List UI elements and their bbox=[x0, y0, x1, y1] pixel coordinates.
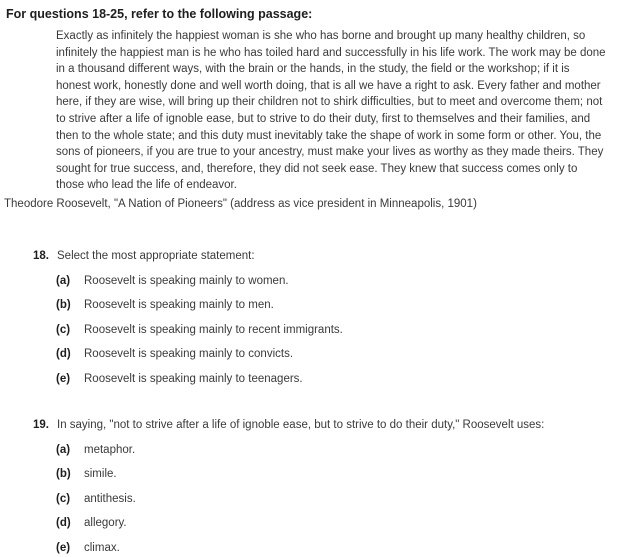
passage-line: sons of pioneers, if you are true to your ancestry, must make your lives as worthy as they made theirs. They bbox=[56, 146, 604, 159]
question-header bbox=[33, 417, 631, 433]
option-text: antithesis. bbox=[84, 492, 136, 505]
answer-option bbox=[56, 491, 631, 507]
question-text: In saying, "not to strive after a life of ignoble ease, but to strive to do their duty," Roosevelt uses: bbox=[57, 419, 545, 431]
option-letter: (a) bbox=[56, 274, 71, 287]
question-block bbox=[33, 417, 631, 556]
passage-text bbox=[56, 28, 634, 194]
option-text: simile. bbox=[84, 468, 117, 480]
passage-line: Exactly as infinitely the happiest woman is she who has borne and brought up many healthy children, so bbox=[56, 30, 586, 42]
passage-line: to strive after a life of ignoble ease, but to strive to do their duty, first to themselves and their families, and bbox=[56, 112, 591, 125]
option-text: Roosevelt is speaking mainly to recent immigrants. bbox=[84, 323, 343, 336]
option-text: metaphor. bbox=[84, 443, 136, 456]
attribution: Theodore Roosevelt, "A Nation of Pioneers" (address as vice president in Minneapolis, 1901) bbox=[4, 198, 477, 210]
passage-line: then to the whole state; and this duty must inevitably take the shape of work in some form or other. You, the bbox=[56, 129, 602, 142]
answer-option bbox=[56, 442, 631, 458]
answer-option bbox=[56, 322, 631, 338]
answer-option bbox=[56, 540, 631, 556]
option-letter: (b) bbox=[56, 468, 71, 480]
option-letter: (a) bbox=[56, 443, 71, 456]
answer-option bbox=[56, 297, 631, 313]
page-title: For questions 18-25, refer to the following passage: bbox=[6, 7, 313, 21]
passage-line: here, if they are wise, will bring up their children not to shirk difficulties, but to meet and overcome them; not bbox=[56, 96, 603, 109]
option-text: allegory. bbox=[84, 517, 127, 529]
option-letter: (c) bbox=[56, 492, 71, 505]
option-text: Roosevelt is speaking mainly to convicts. bbox=[84, 348, 294, 360]
answer-option bbox=[56, 346, 631, 362]
option-letter: (b) bbox=[56, 299, 71, 311]
passage-line: sought for true success, and, therefore, they did not seek ease. They knew that success comes only to bbox=[56, 162, 578, 175]
option-letter: (d) bbox=[56, 517, 71, 529]
passage-line: honest work, honestly done and well worth doing, that is all we have a right to ask. Every father and mother bbox=[56, 79, 601, 92]
option-text: Roosevelt is speaking mainly to teenagers. bbox=[84, 372, 303, 385]
option-letter: (e) bbox=[56, 372, 71, 385]
question-text: Select the most appropriate statement: bbox=[57, 250, 255, 262]
passage-line: in a thousand different ways, with the brain or the hands, in the study, the field or the workshop; if it is bbox=[56, 63, 570, 76]
answer-option bbox=[56, 515, 631, 531]
option-text: climax. bbox=[84, 541, 120, 554]
answer-option bbox=[56, 273, 631, 289]
question-number: 19. bbox=[33, 419, 49, 431]
option-letter: (e) bbox=[56, 541, 71, 554]
option-letter: (d) bbox=[56, 348, 71, 360]
question-header bbox=[33, 248, 631, 264]
question-number: 18. bbox=[33, 250, 49, 262]
passage-line: infinitely the happiest man is he who has toiled hard and successfully in his life work. The work may be done bbox=[56, 46, 606, 59]
question-block bbox=[33, 248, 631, 387]
option-text: Roosevelt is speaking mainly to men. bbox=[84, 299, 274, 311]
questions-section bbox=[33, 248, 631, 556]
option-text: Roosevelt is speaking mainly to women. bbox=[84, 274, 289, 287]
option-letter: (c) bbox=[56, 323, 71, 336]
answer-option bbox=[56, 466, 631, 482]
passage-line: those who lead the life of endeavor. bbox=[56, 179, 237, 192]
answer-option bbox=[56, 371, 631, 387]
